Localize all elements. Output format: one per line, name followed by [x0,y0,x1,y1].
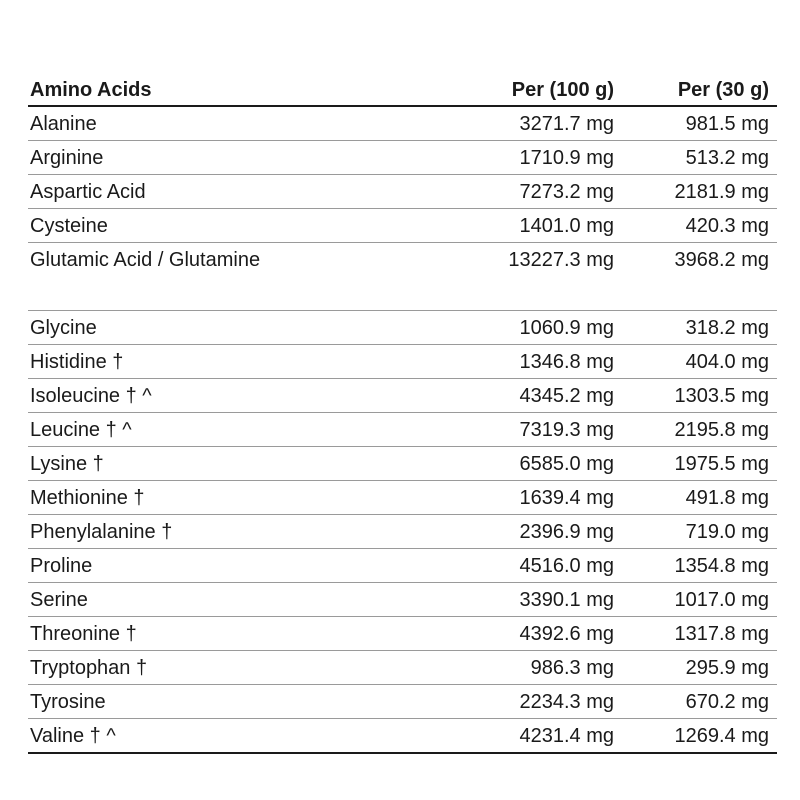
value-per-100g: 7273.2 mg [408,175,614,209]
value-per-100g: 1060.9 mg [408,311,614,345]
amino-acid-table [28,75,777,754]
amino-acid-name: Serine [28,583,408,617]
value-per-100g: 4345.2 mg [408,379,614,413]
amino-acid-name: Histidine † [28,345,408,379]
amino-acid-name: Glutamic Acid / Glutamine [28,243,408,311]
value-per-100g: 4516.0 mg [408,549,614,583]
value-per-100g: 3390.1 mg [408,583,614,617]
value-per-30g: 420.3 mg [614,209,777,243]
table-row [28,685,777,719]
value-per-100g: 3271.7 mg [408,106,614,141]
value-per-30g: 295.9 mg [614,651,777,685]
value-per-100g: 4392.6 mg [408,617,614,651]
table-row [28,379,777,413]
header-per-100g: Per (100 g) [408,75,614,106]
value-per-30g: 719.0 mg [614,515,777,549]
value-per-100g: 2396.9 mg [408,515,614,549]
amino-acid-name: Methionine † [28,481,408,515]
value-per-30g: 2181.9 mg [614,175,777,209]
value-per-30g: 1269.4 mg [614,719,777,754]
table-row [28,209,777,243]
table-row [28,243,777,311]
table-row [28,447,777,481]
value-per-30g: 1975.5 mg [614,447,777,481]
table-row [28,345,777,379]
value-per-100g: 4231.4 mg [408,719,614,754]
value-per-30g: 3968.2 mg [614,243,777,311]
value-per-30g: 670.2 mg [614,685,777,719]
value-per-30g: 404.0 mg [614,345,777,379]
value-per-30g: 1354.8 mg [614,549,777,583]
value-per-100g: 2234.3 mg [408,685,614,719]
amino-acid-name: Proline [28,549,408,583]
amino-acid-name: Threonine † [28,617,408,651]
value-per-100g: 1401.0 mg [408,209,614,243]
value-per-100g: 13227.3 mg [408,243,614,311]
table-row [28,175,777,209]
table-row [28,549,777,583]
value-per-100g: 6585.0 mg [408,447,614,481]
table-row [28,583,777,617]
amino-acid-table-container [28,75,777,754]
table-body [28,106,777,753]
value-per-100g: 7319.3 mg [408,413,614,447]
value-per-30g: 1303.5 mg [614,379,777,413]
header-amino-acids: Amino Acids [28,75,408,106]
value-per-30g: 981.5 mg [614,106,777,141]
amino-acid-name: Cysteine [28,209,408,243]
amino-acid-name: Isoleucine † ^ [28,379,408,413]
amino-acid-name: Glycine [28,311,408,345]
table-header [28,75,777,106]
table-row [28,719,777,754]
table-row [28,481,777,515]
value-per-30g: 513.2 mg [614,141,777,175]
value-per-100g: 986.3 mg [408,651,614,685]
amino-acid-name: Arginine [28,141,408,175]
value-per-30g: 1017.0 mg [614,583,777,617]
value-per-100g: 1710.9 mg [408,141,614,175]
amino-acid-name: Alanine [28,106,408,141]
value-per-30g: 2195.8 mg [614,413,777,447]
header-per-30g: Per (30 g) [614,75,777,106]
value-per-100g: 1639.4 mg [408,481,614,515]
amino-acid-name: Aspartic Acid [28,175,408,209]
header-row [28,75,777,106]
table-row [28,515,777,549]
value-per-30g: 318.2 mg [614,311,777,345]
amino-acid-name: Lysine † [28,447,408,481]
value-per-100g: 1346.8 mg [408,345,614,379]
amino-acid-name: Tryptophan † [28,651,408,685]
amino-acid-name: Valine † ^ [28,719,408,754]
amino-acid-name: Tyrosine [28,685,408,719]
value-per-30g: 491.8 mg [614,481,777,515]
amino-acid-name: Phenylalanine † [28,515,408,549]
table-row [28,413,777,447]
table-row [28,617,777,651]
table-row [28,106,777,141]
amino-acid-name: Leucine † ^ [28,413,408,447]
table-row [28,651,777,685]
table-row [28,141,777,175]
value-per-30g: 1317.8 mg [614,617,777,651]
table-row [28,311,777,345]
